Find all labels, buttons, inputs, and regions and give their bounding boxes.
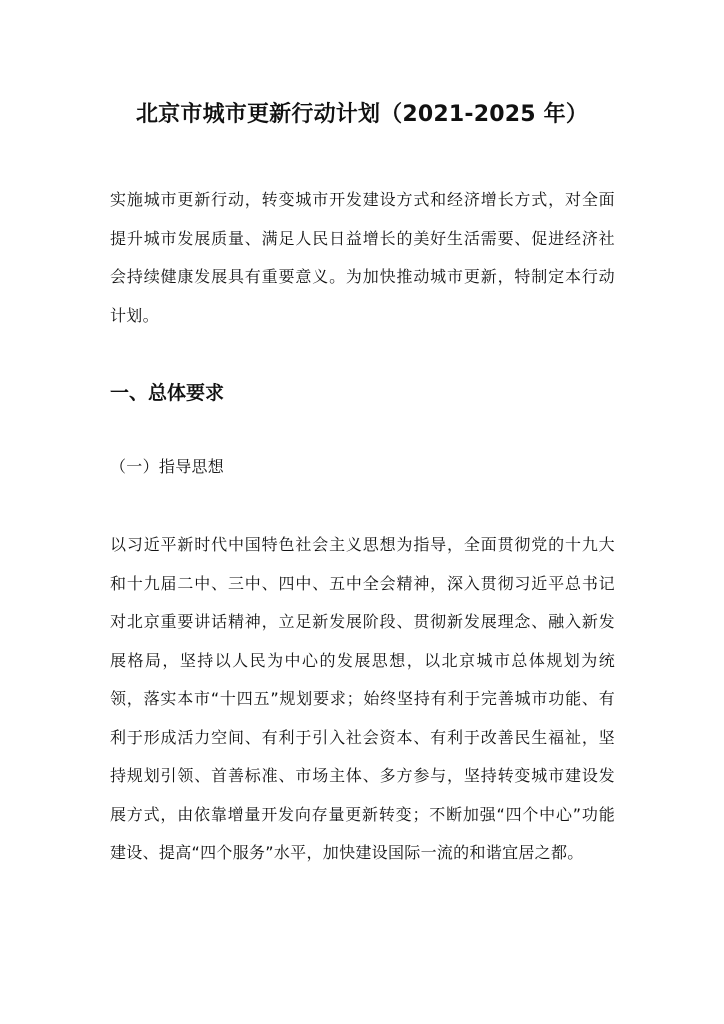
section-heading: 一、总体要求	[110, 382, 225, 404]
intro-paragraph: 实施城市更新行动，转变城市开发建设方式和经济增长方式，对全面提升城市发展质量、满足人民日益增长的美好生活需要、促进经济社会持续健康发展具有重要意义。为加快推动城市更新，特制定本行动计划。	[110, 190, 615, 325]
body-paragraph: 以习近平新时代中国特色社会主义思想为指导，全面贯彻党的十九大和十九届二中、三中、四中、五中全会精神，深入贯彻习近平总书记对北京重要讲话精神，立足新发展阶段、贯彻新发展理念、融入新发展格局，坚持以人民为中心的发展思想，以北京城市总体规划为统领，落实本市“十四五”规划要求；始终坚持有利于完善城市功能、有利于形成活力空间、有利于引入社会资本、有利于改善民生福祉，坚持规划引领、首善标准、市场主体、多方参与，坚持转变城市建设发展方式，由依靠增量开发向存量更新转变；不断加强“四个中心”功能建设、提高“四个服务”水平，加快建设国际一流的和谐宜居之都。	[110, 535, 615, 862]
subsection-heading: （一）指导思想	[110, 457, 225, 476]
document-title: 北京市城市更新行动计划（2021-2025 年）	[135, 102, 589, 127]
